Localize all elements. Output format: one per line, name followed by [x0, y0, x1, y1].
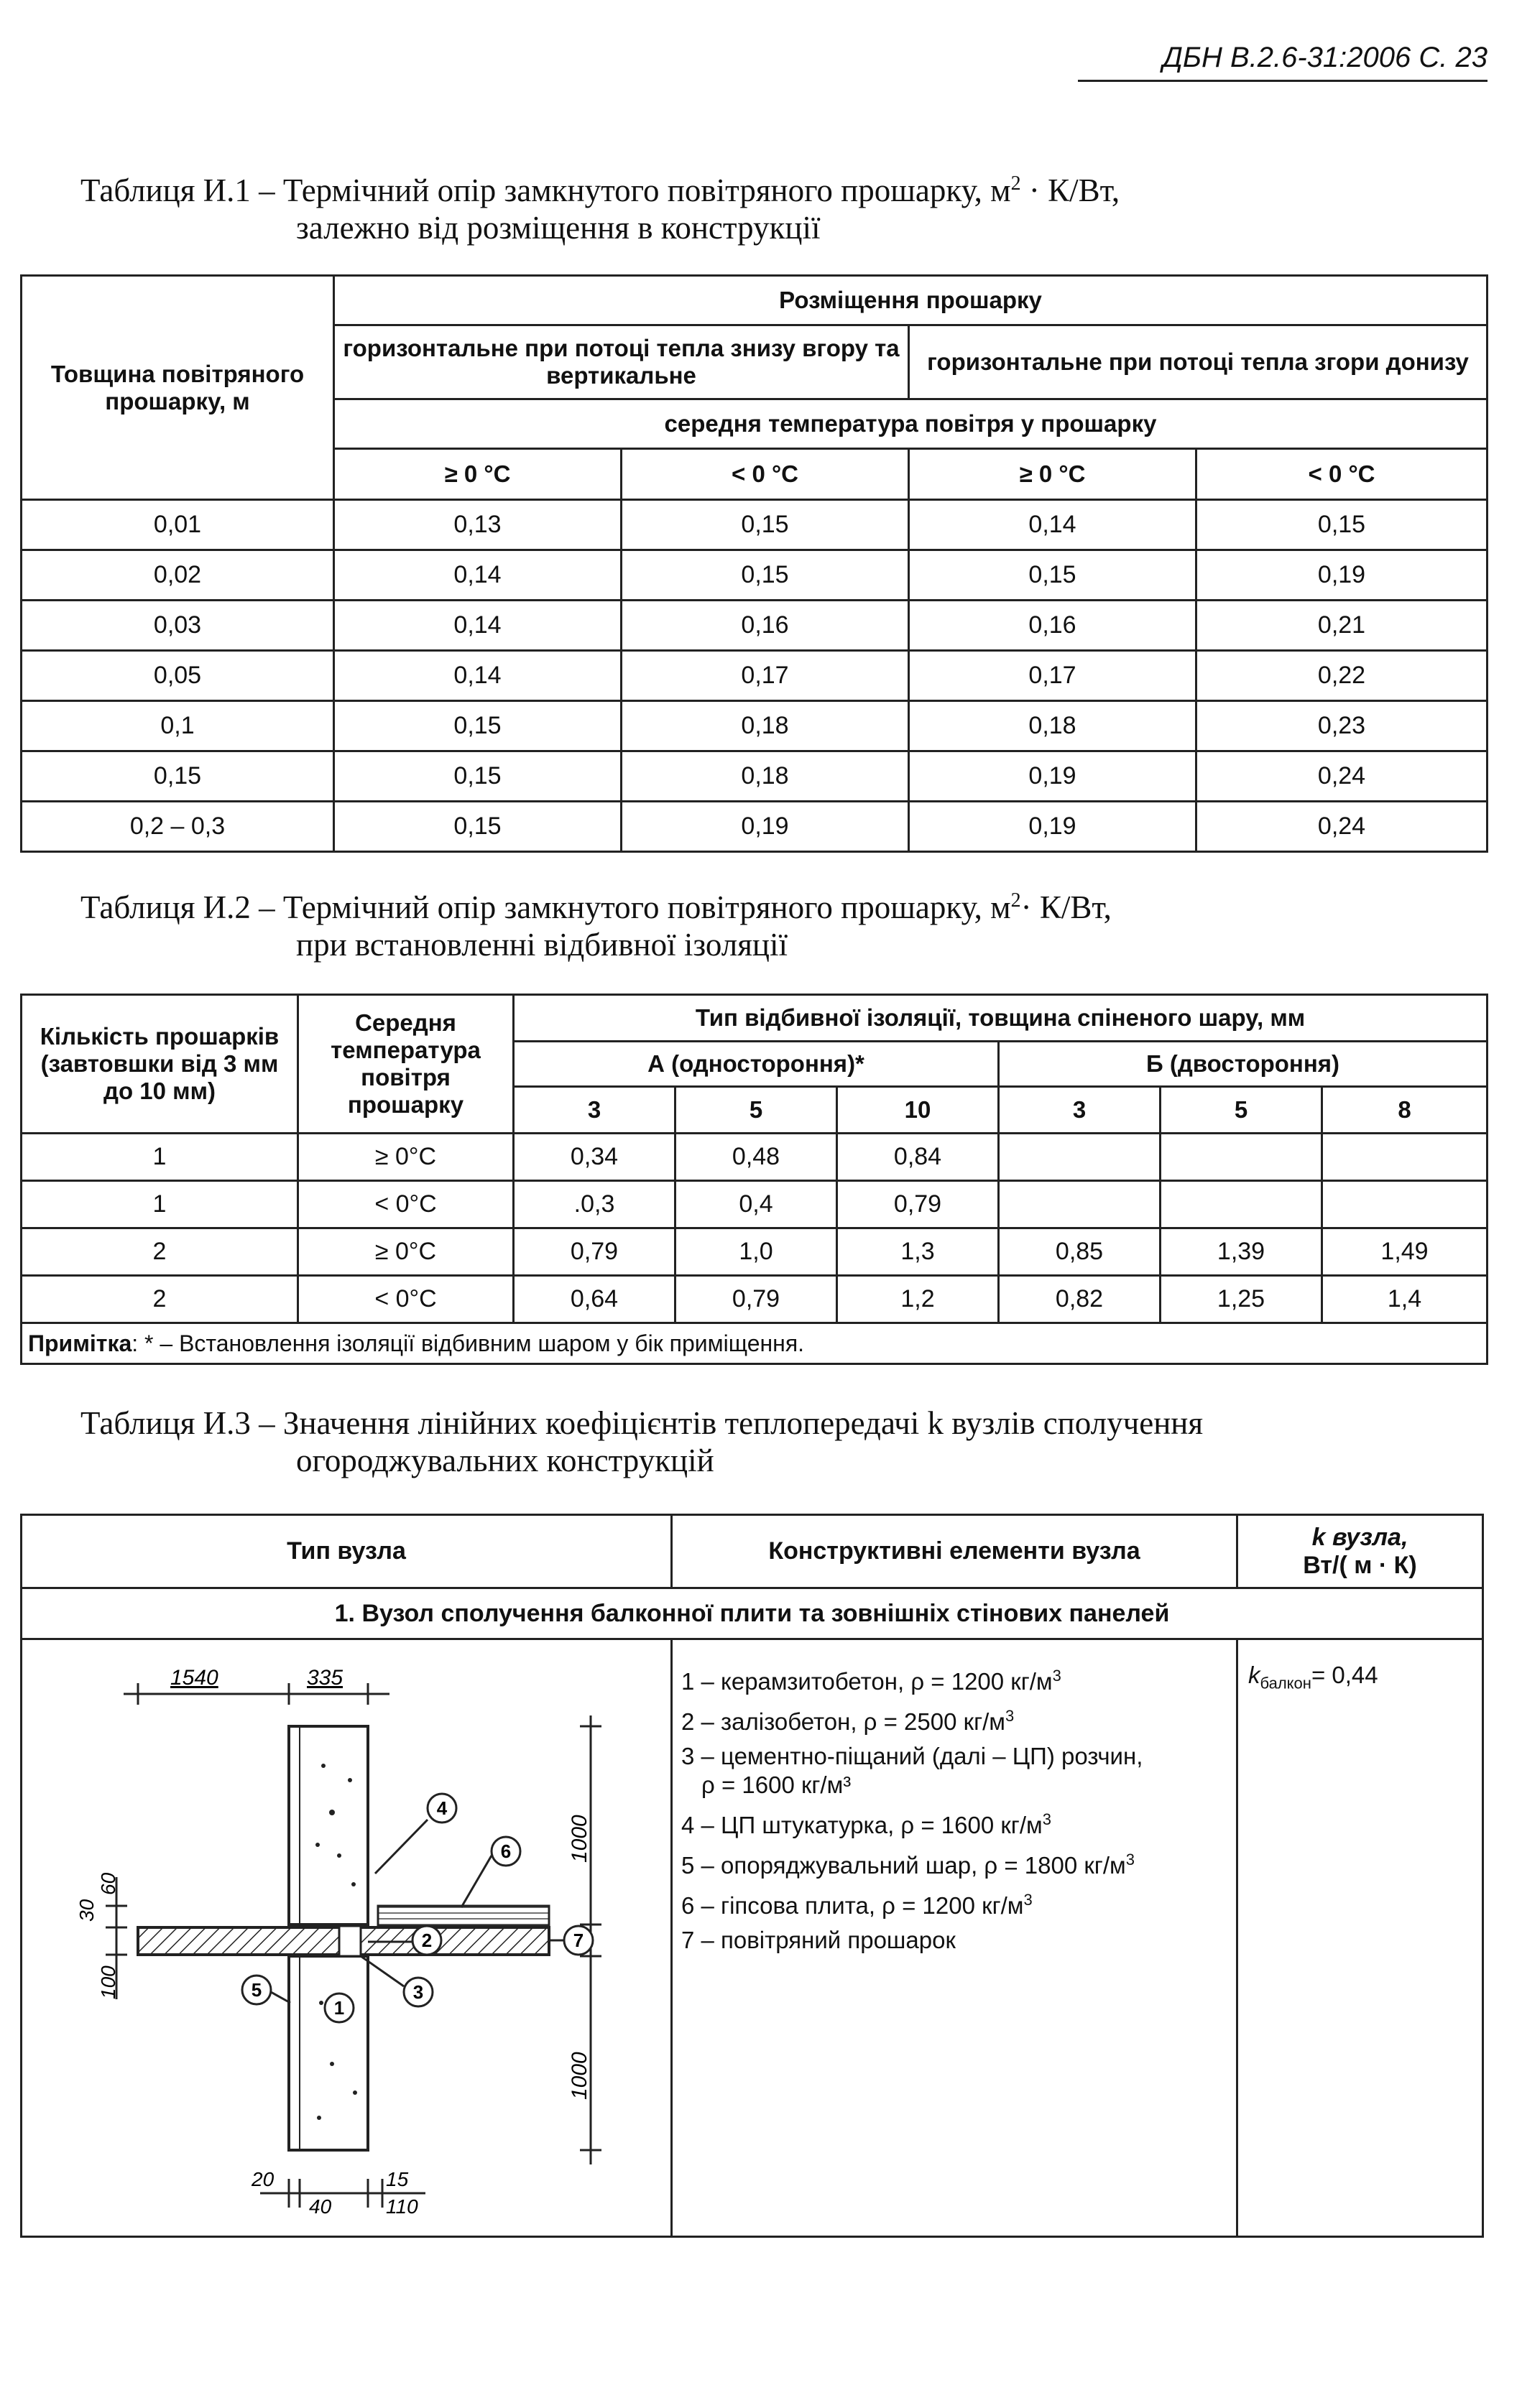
page-header: ДБН В.2.6-31:2006 С. 23: [1078, 42, 1488, 82]
table2-caption: [80, 882, 1112, 963]
table3-col-k: k вузла, Вт/( м · К): [1237, 1515, 1483, 1588]
table3-group-1: 1. Вузол сполучення балконної плити та зовнішніх стінових панелей: [22, 1588, 1483, 1639]
table3-col-type: Тип вузла: [22, 1515, 672, 1588]
table1-group-b: горизонтальне при потоці тепла згори донизу: [909, 325, 1488, 399]
table1-row: [22, 701, 1488, 751]
table2-cell-temp: < 0°С: [298, 1276, 514, 1323]
table2-cell-value: [1322, 1134, 1488, 1181]
dim-left-a: 30: [75, 1899, 98, 1922]
table1-cell-value: 0,19: [909, 751, 1196, 802]
table2-cell-value: [1322, 1181, 1488, 1228]
table1-caption-line2: залежно від розміщення в конструкції: [296, 210, 821, 246]
callout-7: 7: [573, 1930, 584, 1951]
table2-cell-value: [999, 1134, 1161, 1181]
table2-cell-value: [999, 1181, 1161, 1228]
table2-cell-value: 1,2: [837, 1276, 999, 1323]
table1-cell-value: 0,18: [622, 701, 909, 751]
callout-4: 4: [436, 1797, 448, 1819]
dim-bottom-d: 110: [386, 2195, 418, 2218]
table1-cell-value: 0,14: [334, 550, 622, 601]
k-value-cell: [1237, 1639, 1483, 2237]
table1-cell-thickness: 0,15: [22, 751, 334, 802]
k-value: = 0,44: [1311, 1662, 1378, 1688]
table1-cell-value: 0,15: [334, 701, 622, 751]
callout-6: 6: [500, 1840, 512, 1862]
table2-cell-temp: < 0°С: [298, 1181, 514, 1228]
table2-note: [22, 1323, 1488, 1364]
table3: [20, 1514, 1484, 2238]
table1-row: [22, 601, 1488, 651]
table1-cell-value: 0,23: [1196, 701, 1488, 751]
table2-cell-value: 1,3: [837, 1228, 999, 1276]
table2-cell-value: 1,49: [1322, 1228, 1488, 1276]
table2-col-count: Кількість прошарків (завтовшки від 3 мм до 10 мм): [22, 995, 298, 1134]
table2-cell-count: 2: [22, 1276, 298, 1323]
table1-row: [22, 500, 1488, 550]
table1-temp: ≥ 0 °С: [334, 449, 622, 500]
table2-cell-value: [1161, 1134, 1322, 1181]
table1-row: [22, 550, 1488, 601]
table1-group-a: горизонтальне при потоці тепла знизу вгору та вертикальне: [334, 325, 909, 399]
table2-caption-line1: Таблиця И.2 – Термічний опір замкнутого повітряного прошарку, $м^2\cdot К/Вт$,: [80, 889, 1112, 925]
table1-cell-value: 0,15: [334, 802, 622, 852]
table2-cell-count: 2: [22, 1228, 298, 1276]
table2-cell-value: 0,85: [999, 1228, 1161, 1276]
table2-cell-value: 0,82: [999, 1276, 1161, 1323]
table2-group-a: А (одностороння)*: [514, 1042, 999, 1087]
table2-cell-value: 1,25: [1161, 1276, 1322, 1323]
node-drawing-cell: [22, 1639, 672, 2237]
table1-cell-value: 0,16: [622, 601, 909, 651]
table1-cell-thickness: 0,1: [22, 701, 334, 751]
table2: [20, 994, 1488, 1365]
element-item: 6 – гіпсова плита, ρ = 1200 $кг/м^3$: [681, 1891, 1033, 1919]
element-item: 5 – опоряджувальний шар, ρ = 1800 $кг/м^3$: [681, 1851, 1135, 1879]
table1-cell-thickness: 0,2 – 0,3: [22, 802, 334, 852]
element-item: 2 – залізобетон, ρ = 2500 $кг/м^3$: [681, 1707, 1015, 1735]
table1-cell-value: 0,15: [334, 751, 622, 802]
table1-cell-thickness: 0,05: [22, 651, 334, 701]
table2-cell-count: 1: [22, 1134, 298, 1181]
table1-temp: < 0 °С: [622, 449, 909, 500]
table2-cell-value: 0,34: [514, 1134, 675, 1181]
callout-3: 3: [412, 1981, 424, 2003]
dim-right-top: 1000: [568, 1815, 591, 1863]
table2-thickness: 8: [1322, 1087, 1488, 1134]
element-item: 4 – ЦП штукатурка, ρ = 1600 $кг/м^3$: [681, 1810, 1051, 1838]
table1-avg-temp: середня температура повітря у прошарку: [334, 399, 1488, 449]
table2-cell-value: .0,3: [514, 1181, 675, 1228]
table2-cell-value: 0,64: [514, 1276, 675, 1323]
table2-thickness: 5: [1161, 1087, 1322, 1134]
table2-cell-value: 0,84: [837, 1134, 999, 1181]
table1-cell-value: 0,19: [622, 802, 909, 852]
table1-cell-value: 0,22: [1196, 651, 1488, 701]
table2-cell-temp: ≥ 0°С: [298, 1134, 514, 1181]
table1-cell-value: 0,14: [909, 500, 1196, 550]
table1-cell-value: 0,24: [1196, 802, 1488, 852]
mortar-joint: [339, 1926, 361, 1956]
table2-cell-value: 0,4: [675, 1181, 837, 1228]
callout-2: 2: [421, 1930, 433, 1951]
table2-thickness: 10: [837, 1087, 999, 1134]
table2-thickness: 5: [675, 1087, 837, 1134]
table1-cell-value: 0,19: [909, 802, 1196, 852]
dim-right-bottom: 1000: [568, 2052, 591, 2100]
dim-left-c: 100: [97, 1965, 119, 1999]
table1-cell-value: 0,17: [909, 651, 1196, 701]
table1-caption: [80, 165, 1120, 246]
table2-caption-line2: при встановленні відбивної ізоляції: [296, 927, 788, 963]
table1-cell-value: 0,14: [334, 651, 622, 701]
callout-1: 1: [333, 1997, 345, 2019]
table1-col-thickness: Товщина повітряного прошарку, м: [22, 276, 334, 500]
table2-cell-value: 0,79: [837, 1181, 999, 1228]
k-symbol: k: [1248, 1662, 1260, 1688]
table1-row: [22, 651, 1488, 701]
table1: [20, 274, 1488, 853]
table2-cell-value: 1,4: [1322, 1276, 1488, 1323]
table2-cell-value: 0,48: [675, 1134, 837, 1181]
table1-cell-thickness: 0,02: [22, 550, 334, 601]
table2-cell-value: 1,0: [675, 1228, 837, 1276]
upper-wall-panel: [289, 1726, 368, 1925]
table2-cell-temp: ≥ 0°С: [298, 1228, 514, 1276]
table3-caption-line2: огороджувальних конструкцій: [296, 1443, 714, 1478]
lower-wall-panel: [289, 1956, 368, 2150]
table1-cell-value: 0,15: [622, 550, 909, 601]
table1-cell-value: 0,17: [622, 651, 909, 701]
table1-cell-value: 0,15: [1196, 500, 1488, 550]
element-item: 3 – цементно-піщаний (далі – ЦП) розчин, ρ = 1600 кг/м³: [681, 1743, 1143, 1798]
table2-note-label: Примітка: [28, 1330, 132, 1356]
table3-caption-line1: Таблиця И.3 – Значення лінійних коефіцієнтів теплопередачі k вузлів сполучення: [80, 1405, 1204, 1441]
table1-cell-value: 0,21: [1196, 601, 1488, 651]
table1-row: [22, 802, 1488, 852]
callout-5: 5: [251, 1979, 262, 2001]
table2-note-text: : * – Встановлення ізоляції відбивним шаром у бік приміщення.: [132, 1330, 805, 1356]
dim-bottom-c: 15: [386, 2168, 409, 2190]
table1-placement-header: Розміщення прошарку: [334, 276, 1488, 325]
gypsum-board: [378, 1906, 549, 1926]
table1-cell-value: 0,24: [1196, 751, 1488, 802]
table2-cell-value: 1,39: [1161, 1228, 1322, 1276]
table1-temp: < 0 °С: [1196, 449, 1488, 500]
balcony-node-drawing: [23, 1640, 670, 2229]
table1-cell-thickness: 0,01: [22, 500, 334, 550]
table1-cell-thickness: 0,03: [22, 601, 334, 651]
table2-thickness: 3: [514, 1087, 675, 1134]
table2-row: [22, 1181, 1488, 1228]
table1-cell-value: 0,15: [909, 550, 1196, 601]
element-item: 1 – керамзитобетон, ρ = 1200 $кг/м^3$: [681, 1667, 1061, 1695]
element-item: 7 – повітряний прошарок: [681, 1927, 956, 1953]
table1-cell-value: 0,15: [622, 500, 909, 550]
table2-col-type: Тип відбивної ізоляції, товщина спіненого шару, мм: [514, 995, 1488, 1042]
table1-temp: ≥ 0 °С: [909, 449, 1196, 500]
table2-cell-count: 1: [22, 1181, 298, 1228]
table1-cell-value: 0,13: [334, 500, 622, 550]
table2-group-b: Б (двостороння): [999, 1042, 1488, 1087]
dim-top-right: 335: [307, 1666, 343, 1690]
table3-col-elements: Конструктивні елементи вузла: [672, 1515, 1237, 1588]
dim-bottom-a: 20: [252, 2168, 275, 2190]
table2-cell-value: 0,79: [514, 1228, 675, 1276]
table2-row: [22, 1228, 1488, 1276]
table1-cell-value: 0,16: [909, 601, 1196, 651]
dim-top-left: 1540: [170, 1666, 218, 1690]
table2-col-avg-temp: Середня температура повітря прошарку: [298, 995, 514, 1134]
table2-cell-value: 0,79: [675, 1276, 837, 1323]
table1-caption-line1: Таблиця И.1 – Термічний опір замкнутого повітряного прошарку, $м^2 \cdot К/Вт$,: [80, 172, 1120, 208]
node-elements-list: [672, 1639, 1237, 2237]
table1-cell-value: 0,18: [909, 701, 1196, 751]
k-subscript: балкон: [1260, 1674, 1311, 1692]
table2-row: [22, 1276, 1488, 1323]
table1-row: [22, 751, 1488, 802]
dim-bottom-b: 40: [309, 2195, 332, 2218]
table1-cell-value: 0,19: [1196, 550, 1488, 601]
table1-cell-value: 0,18: [622, 751, 909, 802]
table3-caption: [80, 1404, 1203, 1479]
table2-cell-value: [1161, 1181, 1322, 1228]
table1-cell-value: 0,14: [334, 601, 622, 651]
table2-thickness: 3: [999, 1087, 1161, 1134]
dim-left-b: 60: [97, 1872, 119, 1895]
table2-row: [22, 1134, 1488, 1181]
